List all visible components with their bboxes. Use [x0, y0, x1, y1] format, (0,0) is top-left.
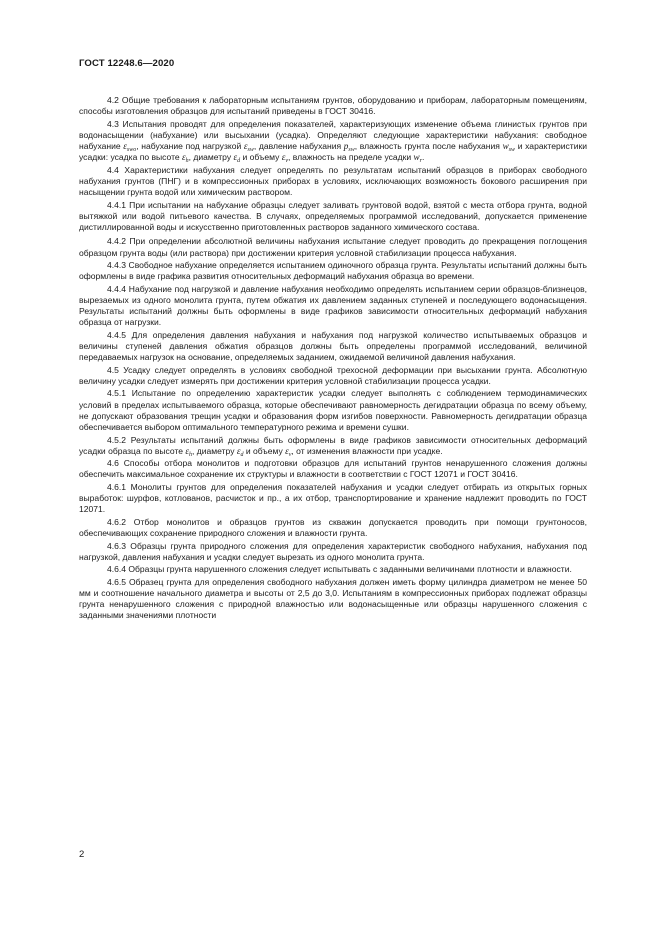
paragraph: 4.6.4 Образцы грунта нарушенного сложения следует испытывать с заданными величинами плотности и влажности.: [107, 564, 572, 575]
paragraph: 4.6.3 Образцы грунта природного сложения для определения характеристик свободного набухания, набухания под нагрузкой, давления набухания и усадки следует вырезать из одного монолита грунта.: [79, 540, 587, 562]
paragraph: 4.6.5 Образец грунта для определения свободного набухания должен иметь форму цилиндра диаметром не менее 50 мм и соотношение начального диаметра и высоты от 2,5 до 3,0. Испытаниям в компрессионных приборах подлежат образцы грунта ненарушенного сложения с природной влажностью или водонасыщенные или образцы нарушенного сложения с заданными значениями плотности: [79, 576, 587, 621]
document-body: [79, 95, 587, 623]
paragraph: 4.4 Характеристики набухания следует определять по результатам испытаний образцов в приборах свободного набухания грунтов (ПНГ) и в компрессионных приборах в условиях, исключающих возможность бокового расширения при насыщении грунта водой или химическим раствором.: [79, 164, 587, 198]
paragraph: 4.6.2 Отбор монолитов и образцов грунтов из скважин допускается проводить при помощи грунтоносов, обеспечивающих сохранение природного сложения и влажности грунта.: [79, 516, 587, 539]
paragraph: 4.5 Усадку следует определять в условиях свободной трехосной деформации при высыхании грунта. Абсолютную величину усадки следует измерять при достижении критерия условной стабилизации процесса усадки.: [79, 364, 587, 386]
paragraph: 4.3 Испытания проводят для определения показателей, характеризующих изменение объема глинистых грунтов при водонасыщении (набухание) или высыхании (усадка). Определяют следующие характеристики набухания: свободное набухание $\varepsilon_{swo}$, набухание под нагрузкой $\varepsilon_{sw}$, давление набухания $p_{sw}$, влажность грунта после набухания $w_{sw}$ и характеристики усадки: усадка по высоте $\varepsilon_h$, диаметру $\varepsilon_d$ и объему $\varepsilon_v$, влажность на пределе усадки $w_r$.: [79, 118, 587, 165]
paragraph: 4.4.2 При определении абсолютной величины набухания испытание следует проводить до прекращения поглощения образцом грунта воды (или раствора) при достижении критерия условной стабилизации процесса набухания.: [79, 236, 587, 258]
paragraph: 4.6.1 Монолиты грунтов для определения показателей набухания и усадки следует отбирать из открытых горных выработок: шурфов, котлованов, расчисток и пр., а их отбор, транспортирование и хранение надлежит проводить по ГОСТ 12071.: [79, 481, 587, 515]
paragraph: 4.5.2 Результаты испытаний должны быть оформлены в виде графиков зависимости относительных деформаций усадки образца по высоте $\varepsilon_h$, диаметру $\varepsilon_d$ и объему $\varepsilon_v$, от изменения влажности при усадке.: [79, 434, 587, 458]
paragraph: 4.4.3 Свободное набухание определяется испытанием одиночного образца грунта. Результаты испытаний должны быть оформлены в виде графика развития относительных деформаций набухания образца во времени.: [79, 260, 587, 282]
page-number: 2: [79, 849, 85, 860]
paragraph: 4.4.4 Набухание под нагрузкой и давление набухания необходимо определять испытанием серии образцов-близнецов, вырезаемых из одного монолита грунта, путем обжатия их давлением заданных ступеней и последующего водонасыщения. Результаты испытаний должны быть оформлены в виде графиков зависимости относительных деформаций набухания образца от нагрузки.: [79, 283, 587, 328]
paragraph: 4.2 Общие требования к лабораторным испытаниям грунтов, оборудованию и приборам, лабораторным помещениям, способы изготовления образцов для испытаний приведены в ГОСТ 30416.: [79, 95, 587, 117]
paragraph: 4.6 Способы отбора монолитов и подготовки образцов для испытаний грунтов ненарушенного сложения должны обеспечить максимальное сохранение их структуры и влажности в соответствии с ГОСТ 12071 и ГОСТ 30416.: [79, 458, 587, 480]
document-header: ГОСТ 12248.6—2020: [79, 58, 175, 69]
paragraph: 4.5.1 Испытание по определению характеристик усадки следует выполнять с соблюдением термодинамических условий в пределах испытываемого образца, которые обеспечивают равномерность дегидратации образца по всему объему, не допускают образования трещин усадки и образования форм изгибов поверхности. Равномерность дегидратации образца обеспечивается выбором оптимального температурного режима и времени сушки.: [79, 388, 587, 433]
paragraph: 4.4.5 Для определения давления набухания и набухания под нагрузкой количество испытываемых образцов и величины ступеней давления обжатия образцов должны быть определены программой исследований, величиной передаваемых нагрузок на основание, определяемых заданием, ожидаемой величиной давления набухания.: [79, 329, 587, 363]
paragraph: 4.4.1 При испытании на набухание образцы следует заливать грунтовой водой, взятой с места отбора грунта, водной вытяжкой или водой питьевого качества. В случаях, определяемых программой исследований, допускается применение дистиллированной воды и искусственно приготовленных растворов заданного химического состава.: [79, 199, 587, 233]
